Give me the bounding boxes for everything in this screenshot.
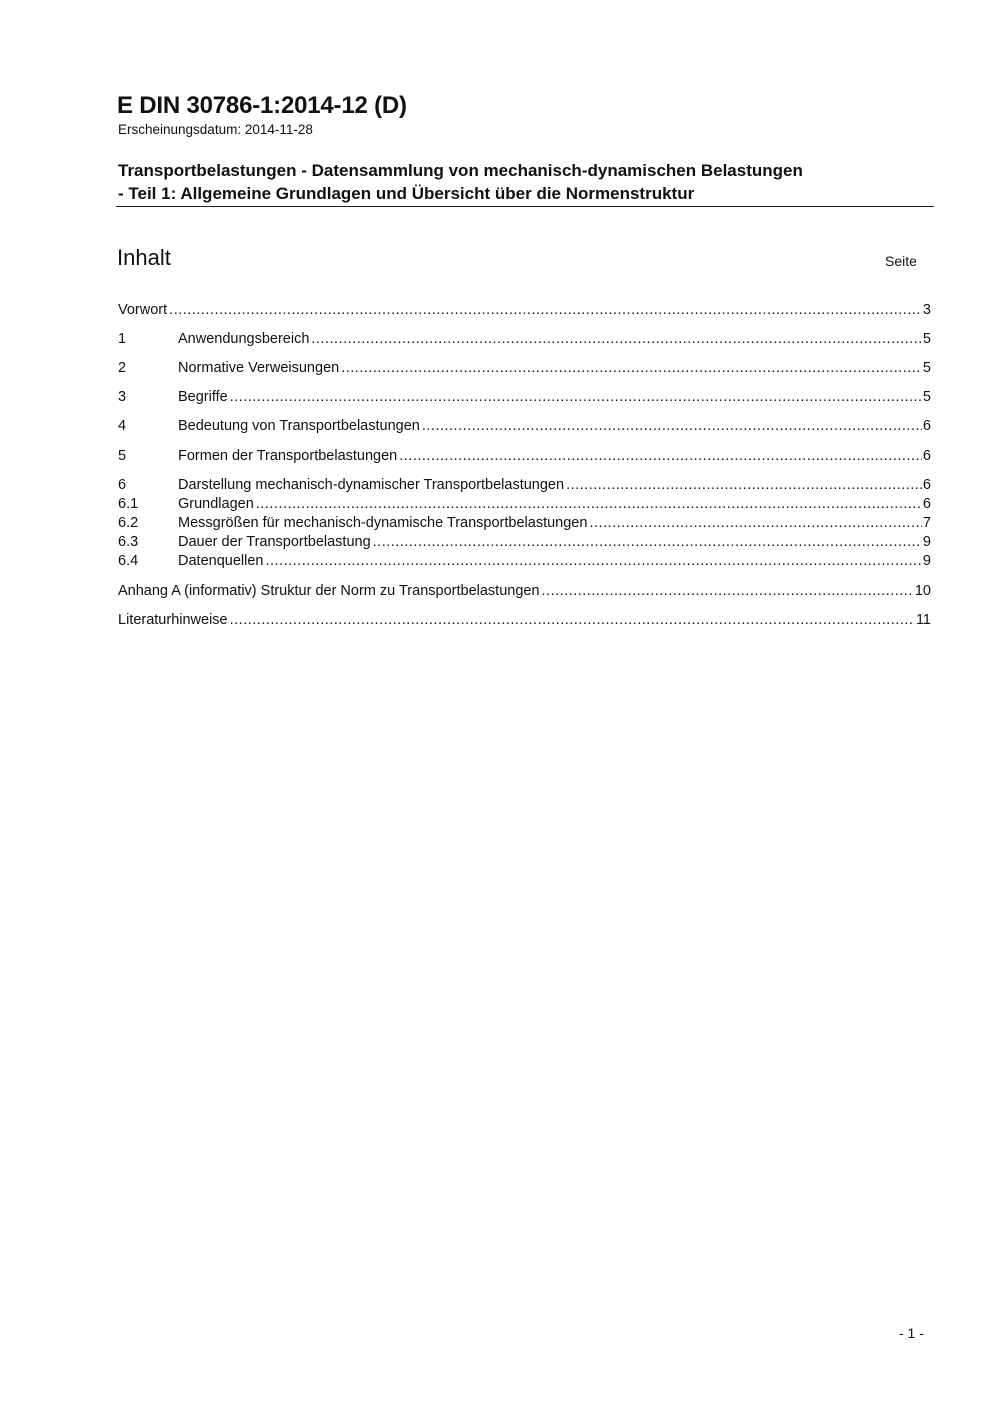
toc-entry-3[interactable] bbox=[118, 389, 931, 408]
toc-leader-dots bbox=[230, 389, 922, 405]
title-line-2: - Teil 1: Allgemeine Grundlagen und Übersicht über die Normenstruktur bbox=[118, 184, 695, 203]
toc-entry-anhang-a[interactable] bbox=[118, 583, 931, 602]
toc-entry-title: Datenquellen bbox=[178, 553, 264, 569]
toc-entry-page: 6 bbox=[922, 477, 931, 493]
toc-entry-number: 5 bbox=[118, 448, 127, 464]
toc-entry-1[interactable] bbox=[118, 331, 931, 350]
toc-entry-title: Messgrößen für mechanisch-dynamische Transportbelastungen bbox=[178, 515, 588, 531]
title-line-1: Transportbelastungen - Datensammlung von mechanisch-dynamischen Belastungen bbox=[118, 161, 803, 180]
toc-entry-page: 3 bbox=[922, 302, 931, 318]
toc-entry-page: 7 bbox=[922, 515, 931, 531]
toc-entry-6-4[interactable] bbox=[118, 553, 931, 572]
toc-entry-literaturhinweise[interactable] bbox=[118, 612, 931, 631]
toc-entry-title: Anwendungsbereich bbox=[178, 331, 310, 347]
toc-entry-6-1[interactable] bbox=[118, 496, 931, 515]
toc-page-label: Seite bbox=[885, 253, 917, 269]
toc-entry-6[interactable] bbox=[118, 477, 931, 496]
toc-entry-2[interactable] bbox=[118, 360, 931, 379]
toc-entry-number: 6 bbox=[118, 477, 127, 493]
toc-entry-title: Normative Verweisungen bbox=[178, 360, 340, 376]
toc-leader-dots bbox=[256, 496, 922, 512]
document-title bbox=[118, 159, 934, 205]
toc-leader-dots bbox=[169, 302, 922, 318]
toc-entry-page: 9 bbox=[922, 553, 931, 569]
toc-leader-dots bbox=[311, 331, 922, 347]
toc-leader-dots bbox=[566, 477, 922, 493]
toc-entry-number: 3 bbox=[118, 389, 127, 405]
title-divider bbox=[116, 206, 934, 207]
toc-leader-dots bbox=[373, 534, 922, 550]
toc-entry-5[interactable] bbox=[118, 448, 931, 467]
toc-entry-6-2[interactable] bbox=[118, 515, 931, 534]
publication-date: Erscheinungsdatum: 2014-11-28 bbox=[118, 122, 313, 137]
toc-entry-page: 5 bbox=[922, 360, 931, 376]
toc-entry-number: 6.3 bbox=[118, 534, 139, 550]
toc-leader-dots bbox=[422, 418, 922, 434]
toc-entry-page: 10 bbox=[914, 583, 931, 599]
toc-entry-title: Anhang A (informativ) Struktur der Norm zu Transportbelastungen bbox=[118, 583, 540, 599]
toc-leader-dots bbox=[230, 612, 915, 628]
toc-entry-title: Formen der Transportbelastungen bbox=[178, 448, 398, 464]
toc-entry-page: 9 bbox=[922, 534, 931, 550]
toc-entry-page: 6 bbox=[922, 448, 931, 464]
toc-entry-title: Dauer der Transportbelastung bbox=[178, 534, 371, 550]
toc-entry-title: Bedeutung von Transportbelastungen bbox=[178, 418, 420, 434]
toc-leader-dots bbox=[542, 583, 914, 599]
toc-entry-title: Literaturhinweise bbox=[118, 612, 228, 628]
toc-entry-page: 5 bbox=[922, 331, 931, 347]
toc-entry-number: 2 bbox=[118, 360, 127, 376]
toc-entry-number: 1 bbox=[118, 331, 127, 347]
toc-entry-title: Darstellung mechanisch-dynamischer Transportbelastungen bbox=[178, 477, 565, 493]
toc-entry-page: 6 bbox=[922, 496, 931, 512]
toc-leader-dots bbox=[341, 360, 922, 376]
toc-leader-dots bbox=[265, 553, 921, 569]
toc-entry-page: 5 bbox=[922, 389, 931, 405]
toc-entry-4[interactable] bbox=[118, 418, 931, 437]
page-number: - 1 - bbox=[899, 1325, 924, 1341]
document-id: E DIN 30786-1:2014-12 (D) bbox=[117, 92, 407, 119]
toc-heading: Inhalt bbox=[117, 245, 171, 270]
toc-entry-number: 6.1 bbox=[118, 496, 139, 512]
toc-entry-page: 11 bbox=[915, 612, 931, 628]
toc-entry-page: 6 bbox=[922, 418, 931, 434]
toc-entry-title: Grundlagen bbox=[178, 496, 254, 512]
toc-entry-title: Begriffe bbox=[178, 389, 228, 405]
toc-entry-number: 4 bbox=[118, 418, 127, 434]
toc-leader-dots bbox=[399, 448, 922, 464]
toc-leader-dots bbox=[589, 515, 921, 531]
toc-entry-6-3[interactable] bbox=[118, 534, 931, 553]
toc-entry-number: 6.2 bbox=[118, 515, 139, 531]
toc-entry-vorwort[interactable] bbox=[118, 302, 931, 321]
toc-entry-title: Vorwort bbox=[118, 302, 168, 318]
toc-entry-number: 6.4 bbox=[118, 553, 139, 569]
